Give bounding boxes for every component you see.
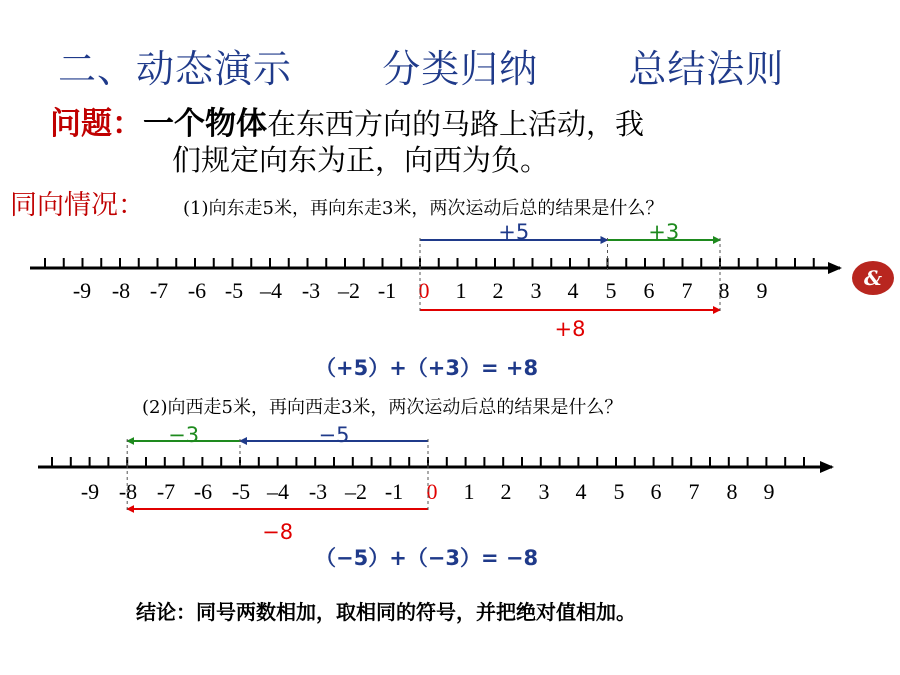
line2-tick-label: -5 xyxy=(231,479,251,504)
line1-tick-label: -3 xyxy=(301,278,321,303)
title-part-3: 总结法则 xyxy=(628,47,785,91)
line1-tick-label: –2 xyxy=(338,278,360,303)
line1-tick-label: 1 xyxy=(455,278,467,303)
line2-tick-label: -7 xyxy=(156,479,176,504)
line2-tick-label: 3 xyxy=(538,479,550,504)
problem-colon: ： xyxy=(112,106,143,142)
line2-tick-label: -9 xyxy=(80,479,100,504)
line1-tick-label: 0 xyxy=(418,278,430,303)
line1-tick-label: -8 xyxy=(111,278,131,303)
line1-tick-label: 8 xyxy=(718,278,730,303)
line2-tick-label: 1 xyxy=(463,479,475,504)
line1-tick-label: -7 xyxy=(149,278,169,303)
logo-badge-icon[interactable]: & xyxy=(852,261,894,295)
problem-emphasis: 一个物体 xyxy=(143,106,267,142)
question-1: (1)向东走5米，再向东走3米，两次运动后总的结果是什么？ xyxy=(183,198,664,219)
line2-tick-label: -8 xyxy=(118,479,138,504)
line2-tick-label: -3 xyxy=(308,479,328,504)
line1-tick-label: –4 xyxy=(260,278,282,303)
line2-arrow-label: −5 xyxy=(318,423,350,447)
line2-arrow-label: −3 xyxy=(168,423,200,447)
problem-line-2: 们规定向东为正，向西为负。 xyxy=(172,143,550,177)
line2-tick-label: 5 xyxy=(613,479,625,504)
line2-tick-label: 0 xyxy=(426,479,438,504)
line2-tick-label: 6 xyxy=(650,479,662,504)
line2-tick-label: 2 xyxy=(500,479,512,504)
line1-arrow-label: +5 xyxy=(498,220,530,244)
line1-tick-label: 3 xyxy=(530,278,542,303)
line1-tick-label: 5 xyxy=(605,278,617,303)
line1-tick-label: 4 xyxy=(567,278,579,303)
line2-tick-label: –4 xyxy=(267,479,289,504)
conclusion: 结论：同号两数相加，取相同的符号，并把绝对值相加。 xyxy=(136,600,636,624)
section-label: 同向情况： xyxy=(10,190,145,221)
line1-tick-label: 2 xyxy=(492,278,504,303)
line2-tick-label: -1 xyxy=(384,479,404,504)
line1-tick-label: -9 xyxy=(72,278,92,303)
equation-2: （−5）+（−3）= −8 xyxy=(315,546,539,570)
line2-tick-label: 9 xyxy=(763,479,775,504)
line1-tick-label: -1 xyxy=(377,278,397,303)
problem-label: 问题 xyxy=(50,106,112,142)
equation-1: （+5）+（+3）= +8 xyxy=(315,356,539,380)
line2-tick-label: 8 xyxy=(726,479,738,504)
line1-tick-label: 7 xyxy=(681,278,693,303)
line2-tick-label: 7 xyxy=(688,479,700,504)
line2-tick-label: -6 xyxy=(193,479,213,504)
line2-tick-label: 4 xyxy=(575,479,587,504)
problem-text: 在东西方向的马路上活动，我 xyxy=(267,107,645,141)
line1-tick-label: 6 xyxy=(643,278,655,303)
line1-tick-label: -5 xyxy=(224,278,244,303)
line2-arrow-label: −8 xyxy=(262,520,294,544)
line1-tick-label: 9 xyxy=(756,278,768,303)
title-part-1: 二、动态演示 xyxy=(58,47,293,91)
title-part-2: 分类归纳 xyxy=(382,47,539,91)
line1-arrow-label: +3 xyxy=(648,220,680,244)
line1-tick-label: -6 xyxy=(187,278,207,303)
line2-tick-label: –2 xyxy=(345,479,367,504)
question-2: (2)向西走5米，再向西走3米，两次运动后总的结果是什么？ xyxy=(142,397,623,418)
line1-arrow-label: +8 xyxy=(554,317,586,341)
